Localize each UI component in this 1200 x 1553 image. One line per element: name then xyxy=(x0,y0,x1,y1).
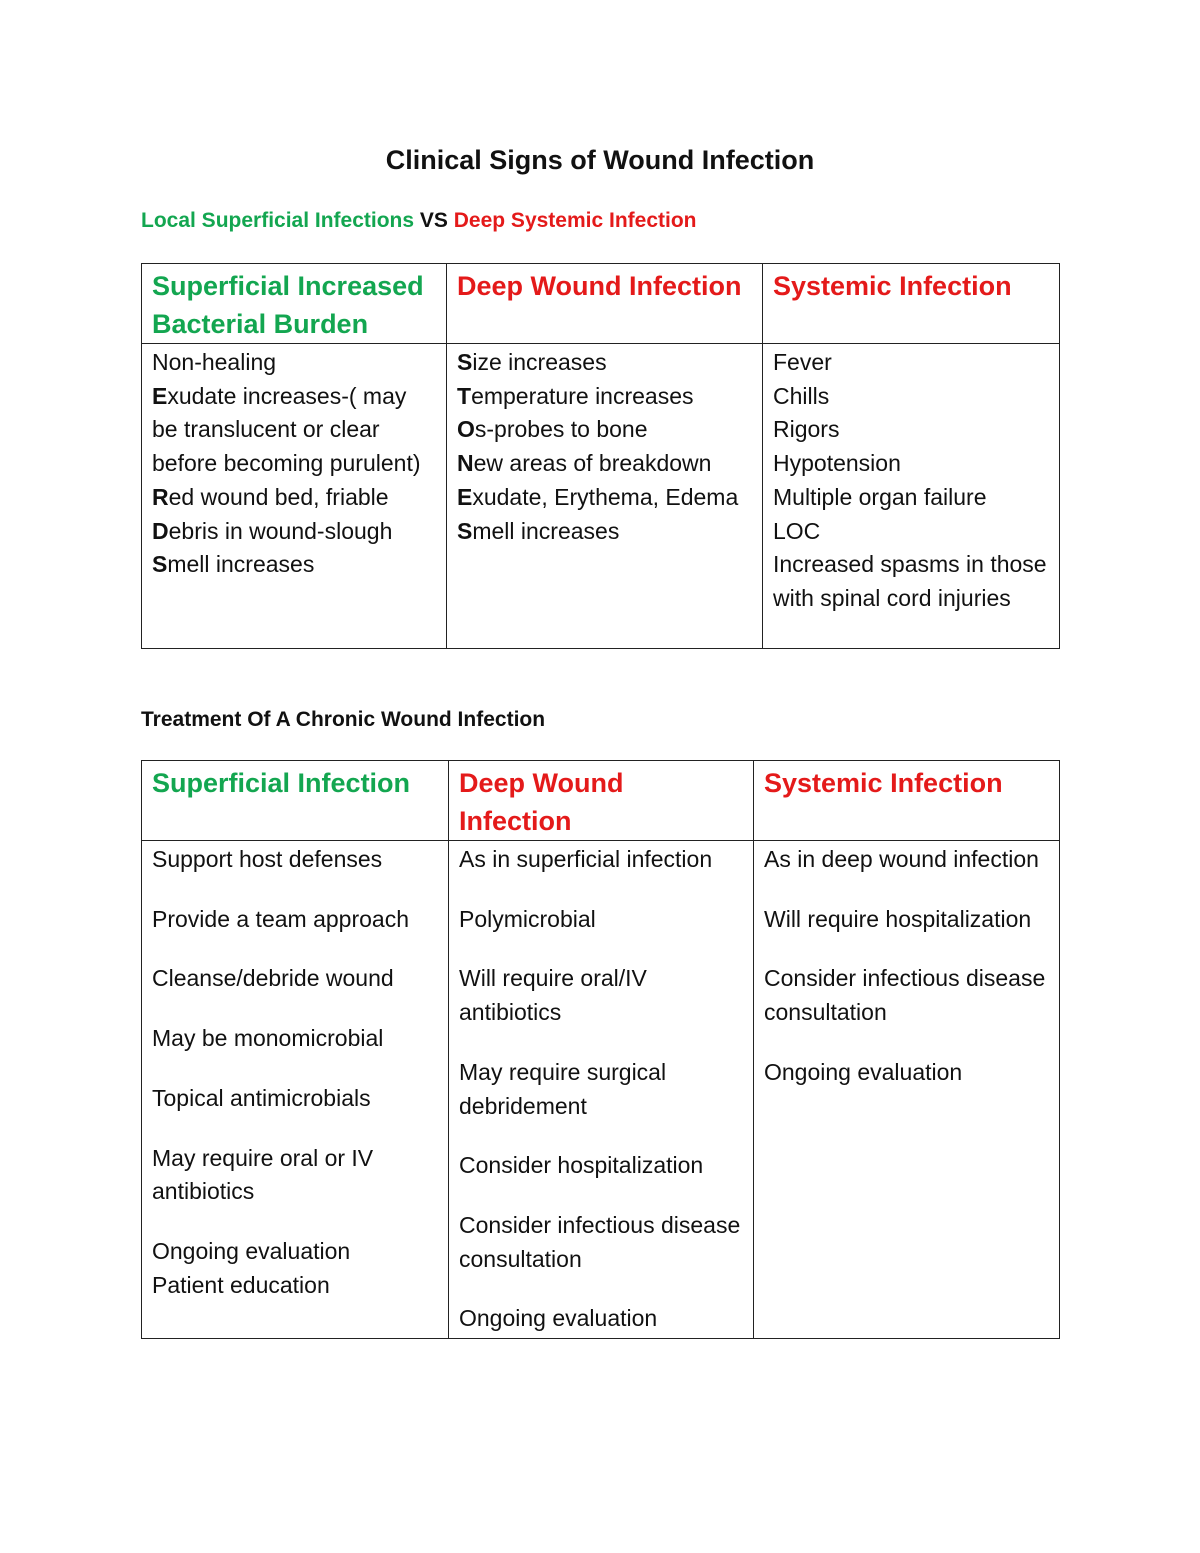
treatment-cell-systemic xyxy=(754,841,1060,1339)
list-item: Increased spasms in those with spinal cord injuries xyxy=(773,551,1047,611)
list-item: Cleanse/debride wound xyxy=(152,965,394,992)
list-item: Chills xyxy=(773,382,830,409)
list-item xyxy=(152,481,436,515)
signs-cell-superficial xyxy=(142,344,447,649)
list-item xyxy=(152,548,436,582)
list-item: Consider infectious disease consultation xyxy=(459,1211,741,1272)
list-item xyxy=(152,515,436,549)
list-item xyxy=(152,380,436,481)
list-item: Support host defenses xyxy=(152,846,383,872)
item-text: ize increases xyxy=(472,349,607,375)
list-item: As in superficial infection xyxy=(459,846,713,872)
item-text: s-probes to bone xyxy=(474,416,648,443)
treatment-cell-superficial xyxy=(142,841,449,1339)
list-item: Rigors xyxy=(773,416,840,443)
list-item: Provide a team approach xyxy=(152,905,409,932)
list-item: LOC xyxy=(773,517,821,544)
signs-header-superficial: Superficial Increased Bacterial Burden xyxy=(142,264,447,344)
treatment-body-row xyxy=(142,841,1060,1339)
list-item: May require oral or IV antibiotics xyxy=(152,1144,374,1205)
signs-cell-deep xyxy=(447,344,763,649)
item-initial: E xyxy=(457,483,473,510)
list-item: Ongoing evaluation xyxy=(459,1305,658,1332)
item-text: xudate increases-( may be translucent or clear before becoming purulent) xyxy=(152,382,421,477)
list-item: May require surgical debridement xyxy=(459,1058,667,1119)
list-item xyxy=(457,447,752,481)
signs-body-row xyxy=(142,344,1060,649)
treatment-cell-deep xyxy=(449,841,754,1339)
treatment-header-deep: Deep Wound Infection xyxy=(449,761,754,841)
subtitle-vs: VS xyxy=(414,209,454,232)
list-item: As in deep wound infection xyxy=(764,846,1039,872)
list-item: Patient education xyxy=(152,1271,330,1298)
signs-header-systemic: Systemic Infection xyxy=(763,264,1060,344)
list-item: Topical antimicrobials xyxy=(152,1084,371,1111)
item-text: mell increases xyxy=(167,551,315,578)
treatment-header-superficial: Superficial Infection xyxy=(142,761,449,841)
treatment-table xyxy=(141,760,1060,1339)
item-initial: O xyxy=(457,416,475,443)
list-item: Will require hospitalization xyxy=(764,905,1032,932)
item-initial: R xyxy=(152,483,169,510)
item-text: xudate, Erythema, Edema xyxy=(472,483,739,510)
item-text: mell increases xyxy=(472,517,620,544)
item-initial: N xyxy=(457,450,474,477)
item-text: ew areas of breakdown xyxy=(473,450,712,477)
list-item: Will require oral/IV antibiotics xyxy=(459,965,647,1026)
item-initial: S xyxy=(457,349,473,375)
list-item xyxy=(457,380,752,414)
signs-table xyxy=(141,263,1060,649)
list-item: Polymicrobial xyxy=(459,905,596,932)
list-item: Consider infectious disease consultation xyxy=(764,965,1046,1026)
list-item xyxy=(152,346,436,380)
subtitle-deep: Deep Systemic Infection xyxy=(453,209,697,232)
page-title: Clinical Signs of Wound Infection xyxy=(385,145,815,175)
list-item: Hypotension xyxy=(773,450,901,477)
list-item: Consider hospitalization xyxy=(459,1152,704,1179)
item-initial: D xyxy=(152,517,169,544)
item-text: ebris in wound-slough xyxy=(168,517,393,544)
item-initial: S xyxy=(152,551,168,578)
treatment-header-systemic: Systemic Infection xyxy=(754,761,1060,841)
signs-header-deep: Deep Wound Infection xyxy=(447,264,763,344)
item-initial: E xyxy=(152,382,168,409)
list-item: May be monomicrobial xyxy=(152,1025,384,1052)
list-item: Multiple organ failure xyxy=(773,483,987,510)
list-item: Ongoing evaluation xyxy=(152,1237,351,1264)
list-item: Ongoing evaluation xyxy=(764,1058,963,1085)
list-item xyxy=(457,413,752,447)
item-text: ed wound bed, friable xyxy=(168,483,389,510)
item-initial: T xyxy=(457,382,472,409)
treatment-header-row xyxy=(142,761,1060,841)
subtitle-local: Local Superficial Infections xyxy=(141,209,415,232)
item-initial: S xyxy=(457,517,473,544)
list-item xyxy=(457,515,752,549)
list-item xyxy=(457,346,752,380)
item-text: Non-healing xyxy=(152,349,277,375)
treatment-title: Treatment Of A Chronic Wound Infection xyxy=(141,708,546,731)
item-text: emperature increases xyxy=(471,382,694,409)
list-item: Fever xyxy=(773,349,832,375)
signs-cell-systemic xyxy=(763,344,1060,649)
signs-header-row xyxy=(142,264,1060,344)
subtitle xyxy=(141,209,697,233)
list-item xyxy=(457,481,752,515)
